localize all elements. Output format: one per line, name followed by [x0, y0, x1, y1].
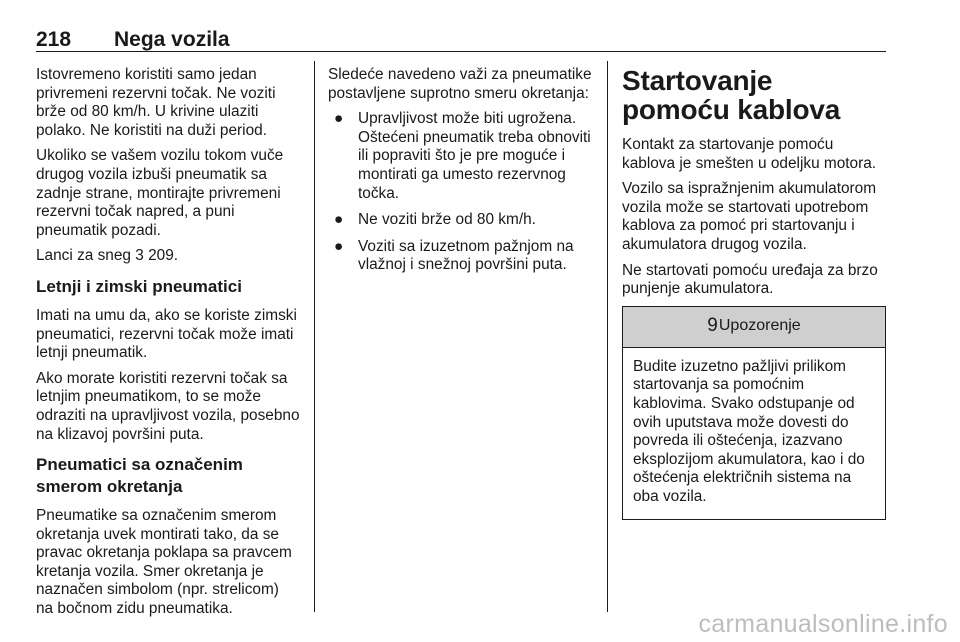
- paragraph: Ne startovati pomoću uređaja za brzo punjenje akumulatora.: [622, 261, 878, 298]
- reference-text: Lanci za sneg: [36, 247, 136, 265]
- reference-page: 209.: [143, 247, 179, 265]
- paragraph: Vozilo sa ispražnjenim akumulatorom vozila može se startovati upotrebom kablova za pomoć pri startovanju i akumulatora drugog vozila.: [622, 180, 877, 253]
- column-divider: [607, 61, 608, 612]
- column-2: [328, 66, 594, 283]
- section-title: Startovanje pomoću kablova: [622, 65, 841, 125]
- paragraph: Istovremeno koristiti samo jedan privremeni rezervni točak. Ne voziti brže od 80 km/h. U krivine ulaziti polako. Ne koristiti na duži period.: [36, 66, 276, 139]
- bullet-icon: ●: [334, 237, 344, 255]
- header-divider: [36, 51, 886, 52]
- warning-box: [622, 306, 886, 520]
- warning-triangle-icon: 9: [707, 315, 718, 337]
- bullet-icon: ●: [334, 211, 344, 229]
- bullet-list: [328, 110, 594, 275]
- paragraph: Sledeće navedeno važi za pneumatike postavljene suprotno smeru okretanja:: [328, 66, 592, 102]
- list-item: [328, 110, 594, 203]
- warning-title: Upozorenje: [718, 317, 801, 335]
- cross-reference: [36, 247, 300, 266]
- list-item-text: Upravljivost može biti ugrožena. Oštećeni pneumatik treba obnoviti ili popraviti što je pre moguće i montirati ga umesto rezervnog točka.: [358, 110, 591, 202]
- reference-arrow-icon: 3: [135, 247, 144, 265]
- warning-header: [623, 307, 885, 348]
- bullet-icon: ●: [334, 110, 344, 128]
- column-divider: [314, 61, 315, 612]
- watermark: carmanualsonline.info: [698, 610, 948, 638]
- section-heading: Pneumatici sa označenim smerom okretanja: [36, 455, 243, 497]
- list-item-text: Ne voziti brže od 80 km/h.: [358, 211, 536, 229]
- list-item: [328, 238, 594, 275]
- column-3: [622, 66, 886, 520]
- list-item: [328, 211, 594, 230]
- list-item-text: Voziti sa izuzetnom pažnjom na vlažnoj i snežnoj površini puta.: [358, 237, 574, 274]
- page-number: 218: [36, 28, 72, 51]
- warning-text: Budite izuzetno pažljivi prilikom startovanja sa pomoćnim kablovima. Svako odstupanje od ovih uputstava može dovesti do povreda ili oštećenja, izazvano eksplozijom akumulatora, kao i do oštećenja električnih sistema na oba vozila.: [633, 357, 865, 505]
- section-heading: Letnji i zimski pneumatici: [36, 276, 242, 296]
- paragraph: Ukoliko se vašem vozilu tokom vuče drugog vozila izbuši pneumatik sa zadnje strane, montirajte privremeni rezervni točak napred, a puni pneumatik pozadi.: [36, 147, 284, 239]
- paragraph: Ako morate koristiti rezervni točak sa letnjim pneumatikom, to se može odraziti na upravljivost vozila, posebno na klizavoj površini puta.: [36, 369, 300, 443]
- paragraph: Pneumatike sa označenim smerom okretanja uvek montirati tako, da se pravac okretanja poklapa sa pravcem kretanja vozila. Smer okretanja je naznačen simbolom (npr. strelicom) na bočnom zidu pneumatika.: [36, 507, 292, 618]
- paragraph: Imati na umu da, ako se koriste zimski pneumatici, rezervni točak može imati letnji pneumatik.: [36, 306, 297, 362]
- column-1: [36, 66, 300, 626]
- paragraph: Kontakt za startovanje pomoću kablova je smešten u odeljku motora.: [622, 136, 877, 172]
- page-title: Nega vozila: [114, 28, 230, 51]
